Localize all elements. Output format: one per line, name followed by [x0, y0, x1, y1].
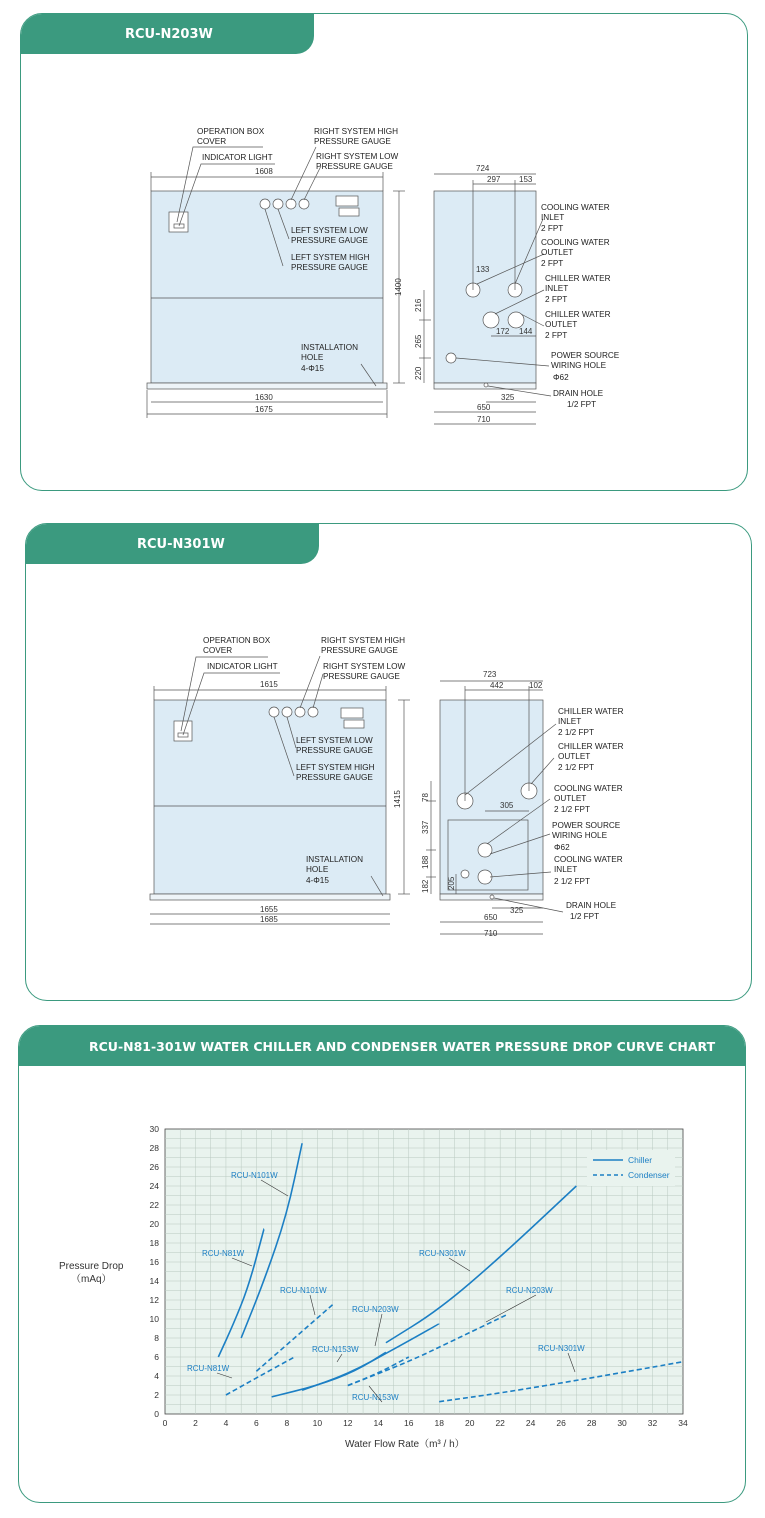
- label-rlp: RIGHT SYSTEM LOW: [316, 152, 399, 161]
- series-annotation: RCU-N153W: [352, 1393, 399, 1402]
- label-llp-2: PRESSURE GAUGE: [296, 746, 373, 755]
- label-lhp-2: PRESSURE GAUGE: [296, 773, 373, 782]
- y-tick-label: 14: [149, 1276, 159, 1286]
- dim-side-153: 153: [519, 175, 533, 184]
- series-annotation: RCU-N101W: [231, 1171, 278, 1180]
- dim-bottom-1: 1655: [260, 905, 278, 914]
- chart-panel: [18, 1025, 746, 1503]
- label-chwo: CHILLER WATER: [558, 742, 624, 751]
- label-cwi: COOLING WATER: [541, 203, 610, 212]
- dim-top-width: 1615: [260, 680, 278, 689]
- dim-side-265: 265: [414, 334, 423, 348]
- x-tick-label: 30: [617, 1418, 627, 1428]
- dim-side-325: 325: [501, 393, 515, 402]
- y-tick-label: 16: [149, 1257, 159, 1267]
- label-install: INSTALLATION: [306, 855, 364, 864]
- label-chwi: CHILLER WATER: [545, 274, 611, 283]
- dim-side-220: 220: [414, 366, 423, 380]
- dim-side-297: 297: [487, 175, 501, 184]
- dim-height: 1400: [394, 278, 403, 296]
- label-llp-2: PRESSURE GAUGE: [291, 236, 368, 245]
- dim-side-337: 337: [421, 820, 430, 834]
- label-cwi: COOLING WATER: [554, 855, 623, 864]
- x-tick-label: 6: [254, 1418, 259, 1428]
- drain: [484, 383, 488, 387]
- label-chwo-2: OUTLET: [545, 320, 578, 329]
- label-chwo: CHILLER WATER: [545, 310, 611, 319]
- dim-side-78: 78: [421, 793, 430, 802]
- label-chwi: CHILLER WATER: [558, 707, 624, 716]
- port: [483, 312, 499, 328]
- x-tick-label: 10: [312, 1418, 323, 1428]
- label-install-3: 4-Φ15: [301, 364, 324, 373]
- x-tick-label: 34: [678, 1418, 688, 1428]
- label-op-box: OPERATION BOX: [197, 127, 265, 136]
- label-chwi-3: 2 1/2 FPT: [558, 728, 594, 737]
- label-indicator: INDICATOR LIGHT: [202, 153, 273, 162]
- label-drain-2: 1/2 FPT: [570, 912, 600, 921]
- y-axis-unit: （mAq）: [71, 1274, 112, 1285]
- label-install-2: HOLE: [306, 865, 329, 874]
- gauge: [273, 199, 283, 209]
- legend: [587, 1150, 675, 1186]
- label-drain-2: 1/2 FPT: [567, 400, 597, 409]
- label-ps: POWER SOURCE: [552, 821, 621, 830]
- label-install: INSTALLATION: [301, 343, 359, 352]
- gauge: [269, 707, 279, 717]
- x-axis-label: Water Flow Rate（m³ / h）: [345, 1439, 465, 1450]
- dim-bottom-2: 1685: [260, 915, 278, 924]
- gauge: [260, 199, 270, 209]
- y-tick-label: 28: [149, 1143, 159, 1153]
- x-tick-label: 14: [373, 1418, 384, 1428]
- label-rlp-2: PRESSURE GAUGE: [323, 672, 400, 681]
- port: [478, 843, 492, 857]
- label-chwi-2: INLET: [545, 284, 569, 293]
- label-rhp-2: PRESSURE GAUGE: [314, 137, 391, 146]
- label-install-2: HOLE: [301, 353, 324, 362]
- dim-side-172: 172: [496, 327, 510, 336]
- label-cwo: COOLING WATER: [541, 238, 610, 247]
- legend-chiller: Chiller: [628, 1155, 653, 1165]
- label-drain: DRAIN HOLE: [553, 389, 604, 398]
- dim-side-188: 188: [421, 855, 430, 869]
- x-tick-label: 22: [495, 1418, 505, 1428]
- dim-side-205: 205: [447, 876, 456, 890]
- y-tick-label: 20: [149, 1219, 159, 1229]
- x-tick-label: 0: [162, 1418, 168, 1428]
- label-cwo-3: 2 FPT: [541, 259, 564, 268]
- label-cwi-3: 2 1/2 FPT: [554, 877, 590, 886]
- gauge: [308, 707, 318, 717]
- x-tick-label: 26: [556, 1418, 566, 1428]
- series-annotation: RCU-N301W: [419, 1249, 466, 1258]
- label-cwo-2: OUTLET: [541, 248, 574, 257]
- series-annotation: RCU-N301W: [538, 1344, 585, 1353]
- label-lhp: LEFT SYSTEM HIGH: [291, 253, 370, 262]
- label-drain: DRAIN HOLE: [566, 901, 617, 910]
- port: [478, 870, 492, 884]
- y-tick-label: 18: [149, 1238, 159, 1248]
- gauge: [299, 199, 309, 209]
- dim-side-650: 650: [484, 913, 498, 922]
- y-tick-label: 30: [149, 1124, 159, 1134]
- x-tick-label: 16: [404, 1418, 414, 1428]
- label-rlp-2: PRESSURE GAUGE: [316, 162, 393, 171]
- label-chwo-3: 2 1/2 FPT: [558, 763, 594, 772]
- dim-side-650: 650: [477, 403, 491, 412]
- drawing-panel-rcu-n301w: [25, 523, 752, 1001]
- label-rhp: RIGHT SYSTEM HIGH: [314, 127, 399, 136]
- dim-side-710: 710: [484, 929, 498, 938]
- x-tick-label: 18: [434, 1418, 444, 1428]
- label-ps-2: WIRING HOLE: [551, 361, 607, 370]
- chart-panel-title: RCU-N81-301W WATER CHILLER AND CONDENSER WATER PRESSURE DROP CURVE CHART: [89, 1038, 716, 1054]
- label-chwo-2: OUTLET: [558, 752, 591, 761]
- dim-side-325: 325: [510, 906, 524, 915]
- dim-top-width: 1608: [255, 167, 273, 176]
- label-cwi-2: INLET: [554, 865, 578, 874]
- y-tick-label: 2: [154, 1390, 159, 1400]
- drain: [490, 895, 494, 899]
- dim-side-710: 710: [477, 415, 491, 424]
- label-cwi-2: INLET: [541, 213, 565, 222]
- dim-height: 1415: [393, 790, 402, 808]
- dim-side-144: 144: [519, 327, 533, 336]
- y-tick-label: 24: [149, 1181, 159, 1191]
- label-op-box-2: COVER: [197, 137, 227, 146]
- y-axis-label: Pressure Drop: [59, 1261, 124, 1272]
- dim-side-305: 305: [500, 801, 514, 810]
- drawing-panel-rcu-n203w: [20, 13, 748, 491]
- x-tick-label: 32: [647, 1418, 658, 1428]
- y-tick-label: 8: [154, 1333, 159, 1343]
- label-ps: POWER SOURCE: [551, 351, 620, 360]
- label-cwo: COOLING WATER: [554, 784, 623, 793]
- dim-side-182: 182: [421, 879, 430, 893]
- y-tick-label: 4: [154, 1371, 159, 1381]
- operation-box: [174, 721, 192, 741]
- port: [461, 870, 469, 878]
- y-tick-label: 0: [154, 1409, 159, 1419]
- series-annotation: RCU-N153W: [312, 1345, 359, 1354]
- dim-side-top: 723: [483, 670, 497, 679]
- label-lhp: LEFT SYSTEM HIGH: [296, 763, 375, 772]
- label-op-box-2: COVER: [203, 646, 233, 655]
- legend-condenser: Condenser: [628, 1170, 670, 1180]
- label-llp: LEFT SYSTEM LOW: [291, 226, 368, 235]
- x-tick-label: 4: [223, 1418, 229, 1428]
- x-tick-label: 8: [284, 1418, 290, 1428]
- y-tick-label: 10: [149, 1314, 159, 1324]
- series-annotation: RCU-N203W: [506, 1286, 553, 1295]
- technical-drawing: [26, 524, 752, 1001]
- label-install-3: 4-Φ15: [306, 876, 329, 885]
- series-annotation: RCU-N81W: [202, 1249, 245, 1258]
- x-tick-label: 20: [464, 1418, 475, 1428]
- series-annotation: RCU-N101W: [280, 1286, 327, 1295]
- series-annotation: RCU-N203W: [352, 1305, 399, 1314]
- port: [446, 353, 456, 363]
- label-lhp-2: PRESSURE GAUGE: [291, 263, 368, 272]
- y-tick-label: 6: [154, 1352, 159, 1362]
- label-ps-2: WIRING HOLE: [552, 831, 608, 840]
- label-ps-3: Φ62: [553, 373, 569, 382]
- label-indicator: INDICATOR LIGHT: [207, 662, 278, 671]
- x-tick-label: 24: [525, 1418, 536, 1428]
- label-rlp: RIGHT SYSTEM LOW: [323, 662, 406, 671]
- technical-drawing: [21, 14, 748, 491]
- y-tick-label: 22: [149, 1200, 159, 1210]
- panel-title: RCU-N203W: [125, 26, 213, 42]
- x-tick-label: 12: [343, 1418, 353, 1428]
- label-chwi-2: INLET: [558, 717, 582, 726]
- gauge: [286, 199, 296, 209]
- label-chwo-3: 2 FPT: [545, 331, 568, 340]
- x-tick-label: 2: [193, 1418, 198, 1428]
- dim-bottom-2: 1675: [255, 405, 273, 414]
- label-op-box: OPERATION BOX: [203, 636, 271, 645]
- label-rhp-2: PRESSURE GAUGE: [321, 646, 398, 655]
- dim-side-top: 724: [476, 164, 490, 173]
- label-cwo-2: OUTLET: [554, 794, 587, 803]
- label-cwo-3: 2 1/2 FPT: [554, 805, 590, 814]
- dim-side-442: 442: [490, 681, 504, 690]
- pressure-drop-chart: [19, 1026, 746, 1503]
- gauge: [282, 707, 292, 717]
- label-rhp: RIGHT SYSTEM HIGH: [321, 636, 406, 645]
- label-ps-3: Φ62: [554, 843, 570, 852]
- dim-side-102: 102: [529, 681, 543, 690]
- y-tick-label: 12: [149, 1295, 159, 1305]
- gauge: [295, 707, 305, 717]
- dim-side-133: 133: [476, 265, 490, 274]
- y-tick-label: 26: [149, 1162, 159, 1172]
- series-annotation: RCU-N81W: [187, 1364, 230, 1373]
- panel-title: RCU-N301W: [137, 536, 225, 552]
- x-tick-label: 28: [586, 1418, 597, 1428]
- label-cwi-3: 2 FPT: [541, 224, 564, 233]
- dim-side-216: 216: [414, 298, 423, 312]
- dim-bottom-1: 1630: [255, 393, 273, 402]
- label-llp: LEFT SYSTEM LOW: [296, 736, 373, 745]
- label-chwi-3: 2 FPT: [545, 295, 568, 304]
